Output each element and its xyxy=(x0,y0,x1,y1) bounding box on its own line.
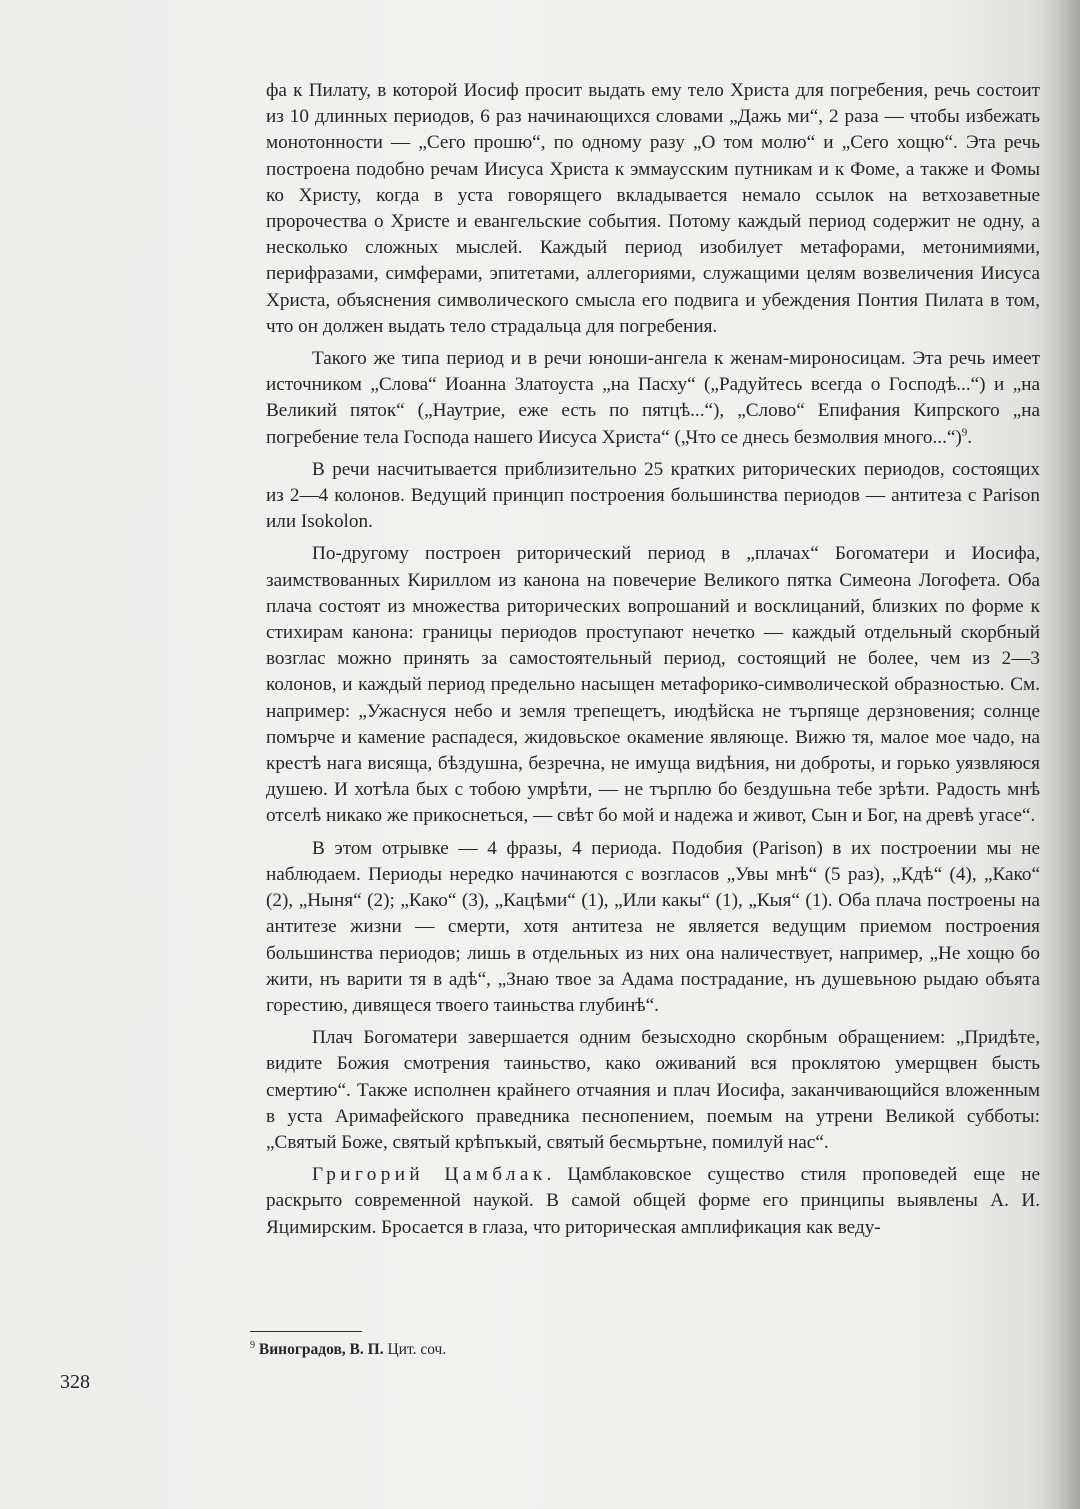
paragraph-text: фа к Пилату, в которой Иосиф просит выдать ему тело Христа для погребения, речь состоит из 10 длинных периодов, 6 раз начинающихся словами „Дажь ми“, 2 раза — чтобы избежать монотонности — „Сего прошю“, по одному разу „О том молю“ и „Сего хощю“. Эта речь построена подобно речам Иисуса Христа к эммаусским путникам и к Фоме, а также и Фомы ко Христу, когда в уста говорящего вкладывается немало ссылок на ветхозаветные пророчества о Христе и евангельские события. Потому каждый период содержит не одну, а несколько сложных мыслей. Каждый период изобилует метафорами, метонимиями, перифразами, симферами, эпитетами, аллегориями, служащими целям возвеличения Иисуса Христа, объяснения символического смысла его подвига и убеждения Понтия Пилата в том, что он должен выдать тело страдальца для погребения. xyxy=(266,80,1040,337)
footnote xyxy=(250,1336,446,1360)
paragraph-6 xyxy=(266,1025,1040,1156)
paragraph-3 xyxy=(266,457,1040,536)
footnote-reference[interactable]: 9 xyxy=(961,426,968,439)
paragraph-text: Такого же типа период и в речи юноши-ангела к женам-мироносицам. Эта речь имеет источником „Слова“ Иоанна Златоуста „на Пасху“ („Радуйтесь всегда о Господѣ...“) и „на Великий пяток“ („Наутрие, еже есть по пятцѣ...“), „Слово“ Епифания Кипрского „на погребение тела Господа нашего Иисуса Христа“ („Что се днесь безмолвия много...“) xyxy=(266,348,1040,448)
paragraph-text: По-другому построен риторический период в „плачах“ Богоматери и Иосифа, заимствованных Кириллом из канона на повечерие Великого пятка Симеона Логофета. Оба плача состоят из множества риторических вопрошаний и восклицаний, близких по форме к стихирам канона: границы периодов проступают нечетко — каждый отдельный скорбный возглас можно принять за самостоятельный период, состоящий не более, чем из 2—3 колонов, и каждый период предельно насыщен метафорико-символической образностью. См. например: „Ужаснуся небо и земля трепещетъ, июдѣйска не търпяще дерзновения; солнце помърче и камение распадеся, жидовьское окамение являюще. Вижю тя, малое мое чадо, на крестѣ нага висяща, бѣздушна, безречна, не имуща видѣния, ни доброты, и горько уязвляюся душею. И хотѣла бых с тобою умрѣти, — не търплю бо бездушьна тебе зрѣти. Радость мнѣ отселѣ никако же прикоснеться, — свѣт бо мой и надежа и живот, Сын и Бог, на древѣ угасе“. xyxy=(266,543,1040,827)
page-edge-shadow xyxy=(1042,0,1080,1509)
paragraph-text: . Цамблаковское существо стиля проповедей еще не раскрыто современной наукой. В самой общей форме его принципы выявлены А. И. Яцимирским. Бросается в глаза, что риторическая амплификация как веду- xyxy=(266,1164,1040,1238)
footnote-divider xyxy=(250,1331,362,1332)
footnote-text: Цит. соч. xyxy=(383,1341,447,1359)
page-number: 328 xyxy=(60,1371,90,1393)
main-text xyxy=(266,78,1040,1247)
spaced-author-name: Григорий Цамблак xyxy=(312,1164,547,1186)
paragraph-end-punct: . xyxy=(967,426,973,448)
paragraph-text: Плач Богоматери завершается одним безысходно скорбным обращением: „Придѣте, видите Божия смотрения таиньство, како оживаний вся проклятою умерщвен бысть смертию“. Также исполнен крайнего отчаяния и плач Иосифа, заканчивающийся вложенным в уста Аримафейского праведника песнопением, поемым на утрени Великой субботы: „Святый Боже, святый крѣпъкый, святый бесмьртьне, помилуй нас“. xyxy=(266,1027,1040,1153)
paragraph-2 xyxy=(266,346,1040,451)
paragraph-1 xyxy=(266,78,1040,340)
paragraph-text: В речи насчитывается приблизительно 25 кратких риторических периодов, состоящих из 2—4 колонов. Ведущий принцип построения большинства периодов — антитеза с Parison или Isokolon. xyxy=(266,458,1040,533)
paragraph-4 xyxy=(266,541,1040,829)
footnote-number: 9 xyxy=(250,1340,255,1351)
paragraph-text: В этом отрывке — 4 фразы, 4 периода. Подобия (Parison) в их построении мы не наблюдаем. Периоды нередко начинаются с возгласов „Увы мнѣ“ (5 раз), „Кдѣ“ (4), „Како“ (2), „Ныня“ (2); „Како“ (3), „Кацѣми“ (1), „Или какы“ (1), „Кыя“ (1). Оба плача построены на антитезе жизни — смерти, хотя антитеза не является ведущим приемом построения большинства периодов; лишь в отдельных из них она наличествует, например, „Не хощю бо жити, нъ варити тя в адѣ“, „Знаю твое за Адама пострадание, нъ душевьною рыдаю объята горестию, дивящеся твоего таиньства глубинѣ“. xyxy=(266,837,1040,1016)
footnote-author: Виноградов, В. П. xyxy=(258,1341,384,1359)
paragraph-7 xyxy=(266,1162,1040,1241)
paragraph-5 xyxy=(266,836,1040,1019)
